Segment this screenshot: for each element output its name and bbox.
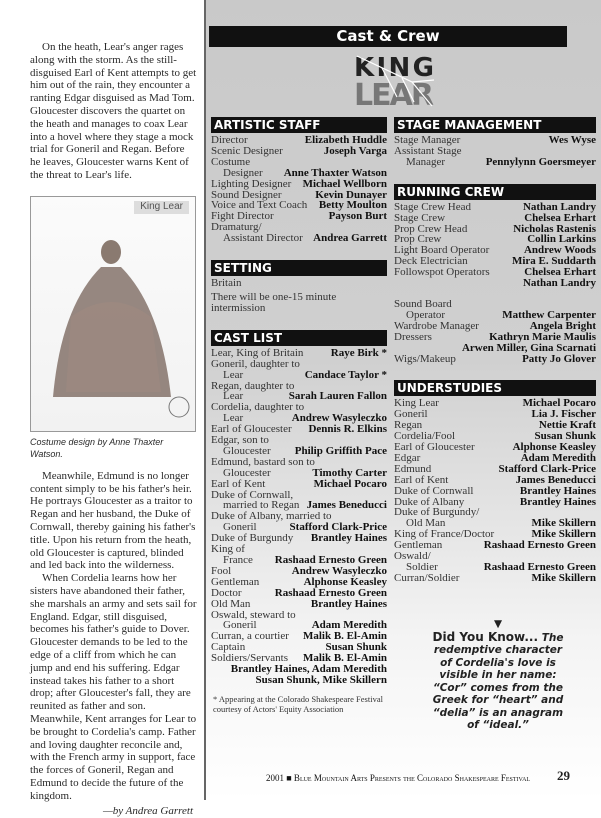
credit-name-extra: Susan Shunk, Mike Skillern [255, 673, 387, 686]
role-text: Goneril [394, 408, 428, 421]
role-text: Cordelia, daughter to [211, 401, 305, 414]
credit-name: Rashaad Ernesto Green [274, 586, 387, 599]
section-heading: SETTING [211, 260, 387, 276]
credit-name: Alphonse Keasley [303, 575, 387, 588]
role-text: Curran/Soldier [394, 571, 460, 584]
role-text: Captain [211, 641, 246, 654]
credit-name: Lia J. Fischer [531, 408, 596, 421]
role-continuation: Gloucester [223, 444, 271, 457]
credit-name: Adam Meredith [311, 619, 387, 632]
credit-name: Elizabeth Huddle [304, 134, 387, 146]
credit-name: Mira E. Suddarth [511, 255, 596, 268]
credit-name: Rashaad Ernesto Green [483, 561, 596, 573]
credit-name: Payson Burt [328, 210, 387, 223]
credit-row [211, 479, 387, 490]
credit-row [211, 370, 387, 381]
credit-name: James Beneducci [515, 473, 596, 486]
role-text: Sound Board [394, 297, 452, 310]
role-text: Lighting Designer [211, 177, 292, 190]
role-continuation: Old Man [406, 517, 446, 530]
role-text: King of [211, 543, 245, 556]
credit-name: Brantley Haines [310, 597, 387, 610]
credit-name: Sarah Lauren Fallon [288, 390, 387, 403]
credit-name: Stafford Clark-Price [289, 521, 387, 534]
role-text: Goneril, daughter to [211, 357, 300, 370]
credit-name: Susan Shunk [325, 641, 387, 654]
role-text: Wigs/Makeup [394, 352, 456, 365]
role-text: Lear, King of Britain [211, 346, 304, 359]
credit-name: Andrew Wasyleczko [291, 412, 387, 425]
credit-row [394, 573, 596, 584]
costume-design-image [30, 196, 196, 432]
role-text: Gentleman [394, 539, 443, 552]
cast-column-left [211, 117, 387, 730]
role-continuation: Lear [223, 368, 244, 381]
role-text: Soldiers/Servants [211, 652, 288, 665]
role-text: Edmund, bastard son to [211, 455, 315, 468]
role-text: Voice and Text Coach [211, 199, 308, 212]
section [394, 184, 596, 365]
credit-name: Nicholas Rastenis [513, 222, 596, 235]
page-footer: 2001 ■ Blue Mountain Arts Presents the Colorado Shakespeare Festival [266, 773, 531, 783]
synopsis-column [30, 41, 197, 818]
role-text: Doctor [211, 586, 242, 599]
role-text: Dramaturg/ [211, 221, 262, 234]
credit-row [211, 588, 387, 599]
credit-name: Brantley Haines [519, 495, 596, 508]
synopsis-paragraph: Meanwhile, Edmund is no longer content simply to be his father's heir. He portrays Gloucester as a traitor to Regan and her husband, the Duke of Cornwall, thereby gaining his father's title. Upon his return from the heath, old Gloucester is captured, blinded and led back into the wilderness. [30, 469, 196, 572]
section [394, 117, 596, 168]
role-text: Costume [211, 155, 251, 168]
triangle-down-icon: ▼ [493, 618, 503, 630]
credit-row [211, 599, 387, 610]
role-continuation: Assistant Director [223, 232, 303, 245]
role-text: Edgar [394, 451, 421, 464]
credit-name: Susan Shunk [534, 430, 596, 443]
credit-name: James Beneducci [306, 499, 387, 512]
role-continuation: Operator [406, 308, 446, 321]
section-heading: UNDERSTUDIES [394, 380, 596, 396]
section-heading: ARTISTIC STAFF [211, 117, 387, 133]
role-continuation: Gloucester [223, 466, 271, 479]
role-text: Regan [394, 419, 423, 432]
credit-name: Kevin Dunayer [315, 188, 387, 201]
svg-text:LEAR: LEAR [354, 78, 434, 108]
credit-name: Malik B. El-Amin [302, 652, 387, 665]
role-text: Dressers [394, 330, 432, 343]
role-text: Edmund [394, 462, 432, 475]
role-continuation: Manager [406, 155, 446, 168]
credit-name: Philip Griffith Pace [294, 444, 387, 457]
king-lear-logo [352, 52, 436, 108]
credit-name: Andrew Wasyleczko [291, 564, 387, 577]
credit-name: Andrew Woods [523, 244, 596, 257]
credit-name: Angela Bright [529, 319, 596, 332]
role-text: Fight Director [211, 210, 274, 223]
role-continuation: married to Regan [223, 499, 300, 512]
credit-row [394, 213, 596, 224]
credit-name: Chelsea Erhart [524, 266, 596, 279]
cast-crew-panel [204, 0, 601, 800]
credit-name: Michael Pocaro [522, 397, 596, 410]
role-text: Duke of Cornwall, [211, 488, 294, 501]
role-text: Fool [211, 564, 232, 577]
credit-row [394, 202, 596, 213]
role-text: Duke of Burgundy [211, 532, 294, 545]
credit-name-extra: Nathan Landry [522, 277, 596, 290]
credit-name: Stafford Clark-Price [498, 462, 596, 475]
credit-name: Candace Taylor * [304, 368, 387, 381]
role-text: Regan, daughter to [211, 379, 295, 392]
credit-name: Adam Meredith [520, 451, 596, 464]
section [394, 380, 596, 583]
role-continuation: Soldier [406, 561, 438, 573]
role-text: Edgar, son to [211, 434, 269, 447]
role-text: King Lear [394, 397, 439, 410]
credit-name: Michael Pocaro [313, 477, 387, 490]
credit-row [211, 179, 387, 190]
author-signature: —by Andrea Garrett [102, 805, 193, 818]
credit-name: Mike Skillern [531, 517, 596, 530]
section-heading: RUNNING CREW [394, 184, 596, 200]
credit-name: Dennis R. Elkins [308, 423, 387, 436]
credit-name: Malik B. El-Amin [302, 630, 387, 643]
role-text: Oswald/ [394, 550, 431, 563]
role-text: Director [211, 134, 248, 146]
credit-name: Nettie Kraft [538, 419, 596, 432]
credit-row [211, 168, 387, 179]
role-continuation: Lear [223, 412, 244, 425]
credit-row [211, 233, 387, 244]
section-heading: CAST LIST [211, 330, 387, 346]
credit-name: Rashaad Ernesto Green [483, 539, 596, 552]
role-text: Followspot Operators [394, 266, 490, 279]
role-text: Light Board Operator [394, 244, 490, 257]
callout-heading: Did You Know... [432, 629, 539, 644]
role-continuation: Goneril [223, 619, 257, 632]
role-text: Stage Crew [394, 211, 446, 224]
costume-sketch-icon [31, 197, 196, 432]
credit-name: Brantley Haines [310, 532, 387, 545]
page-number: 29 [557, 768, 570, 783]
role-continuation: France [223, 554, 253, 566]
credit-name: Patty Jo Glover [522, 352, 596, 365]
credit-name: Mike Skillern [531, 528, 596, 541]
svg-text:KING: KING [354, 53, 434, 83]
role-text: Wardrobe Manager [394, 319, 479, 332]
credit-name: Brantley Haines [519, 484, 596, 497]
credit-name: Timothy Carter [312, 466, 387, 479]
section [211, 330, 387, 714]
credit-name: Joseph Varga [323, 144, 387, 157]
role-continuation: Lear [223, 390, 244, 403]
credit-name: Alphonse Keasley [512, 441, 596, 454]
credit-name: Andrea Garrett [313, 232, 387, 245]
role-text: Deck Electrician [394, 255, 468, 268]
credit-name-extra: Arwen Miller, Gina Scarnati [461, 341, 596, 354]
role-text: Scenic Designer [211, 144, 283, 157]
credit-name: Betty Moulton [318, 199, 387, 212]
role-text: Earl of Kent [211, 477, 266, 490]
footnote: * Appearing at the Colorado Shakespeare Festival courtesy of Actors' Equity Association [213, 693, 383, 714]
synopsis-paragraph: On the heath, Lear's anger rages along with the storm. As the still-disguised Earl of Kent attempts to get him out of the rain, they encounter a ranting Edgar disguised as Mad Tom. Gloucester discovers the quartet on the heath and manages to coax Lear into a hovel where they stage a mock trial for Goneril and Regan. Before he leaves, Gloucester warns Kent of the threat to Lear's life. [30, 41, 197, 181]
did-you-know-callout [428, 618, 568, 732]
cast-column-right [394, 117, 596, 600]
figure-caption: Costume design by Anne Thaxter Watson. [30, 436, 164, 459]
credit-row [394, 332, 596, 343]
credit-name: Raye Birk * [330, 346, 387, 359]
role-text: Duke of Burgundy/ [394, 506, 480, 519]
role-text: Earl of Gloucester [211, 423, 292, 436]
credit-name: Wes Wyse [548, 134, 596, 146]
synopsis-paragraph: When Cordelia learns how her sisters have abandoned their father, she marshals an army and sets sail for England. Edgar, still disguised, becomes his father's guide to Dover. Gloucester demands to be led to the edge of a cliff from which he can jump and end his suffering. Edgar instead takes his father to a short drop; after Gloucester's fall, they are reunited as father and son. Meanwhile, Kent arranges for Lear to be brought to Cordelia's camp. Father and loving daughter reconcile and, with the French army in support, face the forces of Goneril, Regan and Edmund to decide the future of the kingdom. [30, 572, 197, 802]
section [211, 260, 387, 314]
credit-name: Kathryn Marie Maulis [489, 330, 596, 343]
role-text: Prop Crew [394, 233, 442, 246]
role-text: Stage Manager [394, 134, 461, 146]
credit-name-extra: Brantley Haines, Adam Meredith [230, 663, 387, 676]
role-text: King of France/Doctor [394, 528, 495, 541]
role-text: Cordelia/Fool [394, 430, 456, 443]
credit-name: Rashaad Ernesto Green [274, 554, 387, 566]
role-text: Curran, a courtier [211, 630, 289, 643]
role-text: Old Man [211, 597, 251, 610]
credit-row [394, 354, 596, 365]
credit-name: Anne Thaxter Watson [283, 166, 387, 179]
page-title: Cast & Crew [209, 26, 567, 47]
role-text: Duke of Albany [394, 495, 465, 508]
callout-body: The redemptive character of Cordelia's love is visible in her name: “Cor” comes from the Greek for “heart” and “delia” is an anagram of “ideal.” [432, 631, 564, 731]
section [211, 117, 387, 244]
role-text: Stage Crew Head [394, 200, 471, 213]
credit-name: Nathan Landry [522, 200, 596, 213]
section-text: Britain [211, 277, 242, 290]
role-text: Gentleman [211, 575, 260, 588]
role-text: Duke of Cornwall [394, 484, 474, 497]
role-text: Earl of Kent [394, 473, 449, 486]
credit-name: Collin Larkins [527, 233, 596, 246]
credit-name: Michael Wellborn [302, 177, 387, 190]
role-text: Oswald, steward to [211, 608, 296, 621]
role-text: Sound Designer [211, 188, 282, 201]
role-text: Prop Crew Head [394, 222, 468, 235]
section-text: There will be one-15 minute intermission [211, 290, 337, 314]
section-heading: STAGE MANAGEMENT [394, 117, 596, 133]
credit-row [394, 486, 596, 497]
role-text: Earl of Gloucester [394, 441, 475, 454]
role-text: Assistant Stage [394, 144, 462, 157]
credit-name: Chelsea Erhart [524, 211, 596, 224]
credit-name: Pennylynn Goersmeyer [485, 155, 596, 168]
role-text: Duke of Albany, married to [211, 510, 332, 523]
credit-name: Mike Skillern [531, 571, 596, 584]
figure-label: King Lear [134, 201, 189, 214]
role-continuation: Designer [223, 166, 263, 179]
role-continuation: Goneril [223, 521, 257, 534]
credit-name: Matthew Carpenter [502, 308, 596, 321]
credit-row [394, 157, 596, 168]
